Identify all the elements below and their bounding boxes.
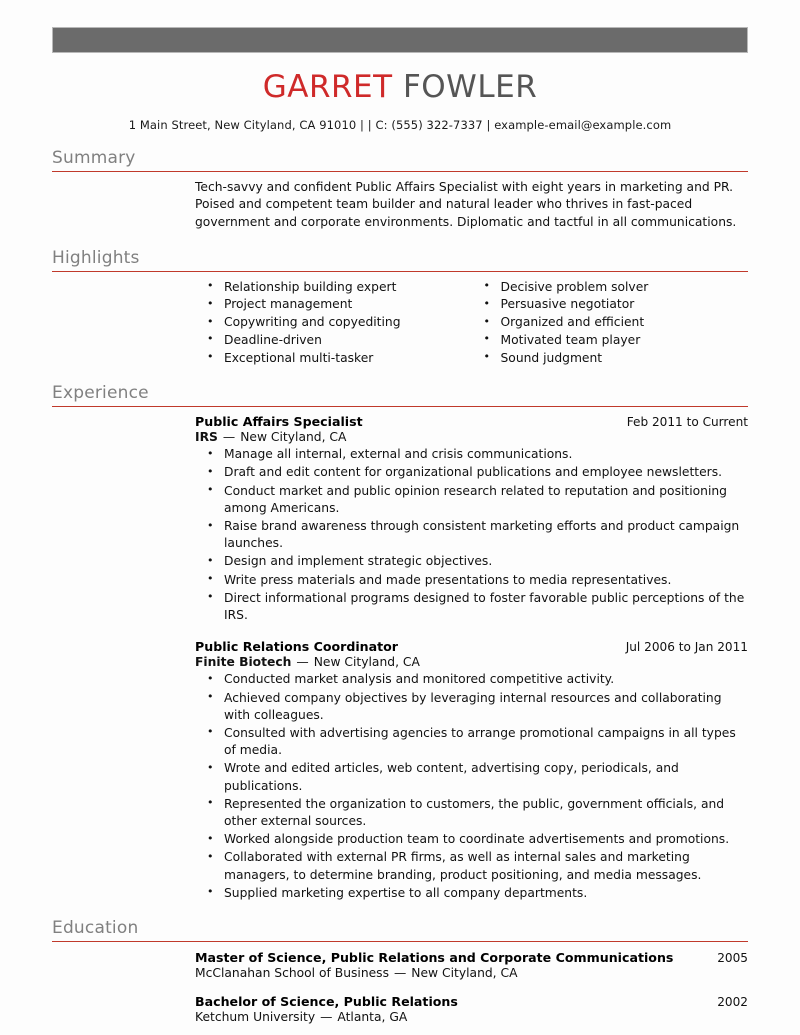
education-entry (195, 994, 748, 1024)
section-rule-highlights (52, 271, 748, 272)
education-school: McClanahan School of Business (195, 965, 389, 980)
list-item: • Copywriting and copyediting (195, 314, 472, 331)
candidate-last-name: FOWLER (392, 69, 538, 105)
candidate-first-name: GARRET (262, 69, 393, 105)
list-item: • Organized and efficient (472, 314, 749, 331)
list-item: • Conduct market and public opinion research related to reputation and positioning among Americans. (195, 483, 748, 517)
highlights-column-right (472, 279, 749, 368)
list-item: • Motivated team player (472, 332, 749, 349)
list-item: • Persuasive negotiator (472, 296, 749, 313)
separator-dash: — (296, 655, 309, 670)
section-highlights (52, 248, 748, 368)
separator-dash: — (320, 1009, 333, 1024)
list-item: • Project management (195, 296, 472, 313)
experience-entry (195, 414, 748, 624)
section-rule-summary (52, 171, 748, 172)
job-date-range: Jul 2006 to Jan 2011 (625, 640, 748, 655)
education-year: 2005 (717, 950, 748, 965)
highlights-list-left (195, 279, 472, 367)
list-item: • Direct informational programs designed to foster favorable public perceptions of the IRS. (195, 590, 748, 624)
job-title: Public Relations Coordinator (195, 639, 399, 655)
section-title-summary: Summary (52, 147, 136, 168)
education-school-location (195, 966, 748, 980)
list-item: • Consulted with advertising agencies to arrange promotional campaigns in all types of media. (195, 725, 748, 759)
highlights-list-right (472, 279, 749, 367)
education-school-location (195, 1010, 748, 1024)
education-entry-header (195, 950, 748, 965)
experience-entry-header (195, 639, 748, 654)
job-company-location (195, 430, 748, 444)
list-item: • Represented the organization to customers, the public, government officials, and other external sources. (195, 796, 748, 830)
list-item: • Write press materials and made presentations to media representatives. (195, 572, 748, 589)
experience-entry-header (195, 414, 748, 429)
job-company: IRS (195, 430, 218, 445)
education-degree: Bachelor of Science, Public Relations (195, 993, 458, 1009)
experience-entry (195, 639, 748, 902)
resume-content (52, 62, 748, 1024)
job-company: Finite Biotech (195, 655, 292, 670)
job-location: New Cityland, CA (313, 655, 420, 670)
education-year: 2002 (717, 994, 748, 1009)
list-item: • Sound judgment (472, 350, 749, 367)
header-accent-bar (52, 27, 748, 53)
section-title-education: Education (52, 917, 139, 938)
list-item: • Supplied marketing expertise to all company departments. (195, 885, 748, 902)
section-rule-education (52, 941, 748, 942)
education-entry-header (195, 994, 748, 1009)
section-title-highlights: Highlights (52, 247, 140, 268)
summary-body (195, 179, 748, 232)
list-item: • Draft and edit content for organizational publications and employee newsletters. (195, 464, 748, 481)
separator-dash: — (394, 965, 407, 980)
list-item: • Raise brand awareness through consistent marketing efforts and product campaign launches. (195, 518, 748, 552)
job-title: Public Affairs Specialist (195, 414, 363, 430)
job-responsibility-list (195, 446, 748, 624)
contact-line: 1 Main Street, New Cityland, CA 91010 | | C: (555) 322-7337 | example-email@example.com (128, 117, 672, 132)
job-location: New Cityland, CA (240, 430, 347, 445)
list-item: • Manage all internal, external and crisis communications. (195, 446, 748, 463)
section-title-experience: Experience (52, 383, 149, 404)
highlights-column-left (195, 279, 472, 368)
list-item: • Wrote and edited articles, web content, advertising copy, periodicals, and publications. (195, 760, 748, 794)
education-entry (195, 950, 748, 980)
job-company-location (195, 655, 748, 669)
section-experience (52, 383, 748, 902)
section-education (52, 918, 748, 1024)
list-item: • Deadline-driven (195, 332, 472, 349)
list-item: • Decisive problem solver (472, 279, 749, 296)
summary-paragraph: Tech-savvy and confident Public Affairs Specialist with eight years in marketing and PR. Poised and competent team builder and natural leader who thrives in fast-paced government and corporate environments. Diplomatic and tactful in all communications. (195, 179, 737, 230)
list-item: • Relationship building expert (195, 279, 472, 296)
list-item: • Exceptional multi-tasker (195, 350, 472, 367)
separator-dash: — (222, 430, 236, 445)
job-responsibility-list (195, 671, 748, 902)
candidate-name (52, 70, 748, 106)
highlights-body (195, 279, 748, 368)
list-item: • Collaborated with external PR firms, as well as internal sales and marketing managers, to determine branding, product positioning, and media messages. (195, 849, 748, 883)
list-item: • Conducted market analysis and monitored competitive activity. (195, 671, 748, 688)
list-item: • Achieved company objectives by leveraging internal resources and collaborating with colleagues. (195, 690, 748, 724)
section-summary (52, 148, 748, 232)
job-date-range: Feb 2011 to Current (626, 415, 748, 430)
list-item: • Design and implement strategic objectives. (195, 553, 748, 570)
education-location: Atlanta, GA (337, 1009, 408, 1024)
education-school: Ketchum University (195, 1009, 316, 1024)
list-item: • Worked alongside production team to coordinate advertisements and promotions. (195, 831, 748, 848)
section-rule-experience (52, 406, 748, 407)
education-degree: Master of Science, Public Relations and Corporate Communications (195, 949, 674, 965)
education-location: New Cityland, CA (411, 965, 518, 980)
